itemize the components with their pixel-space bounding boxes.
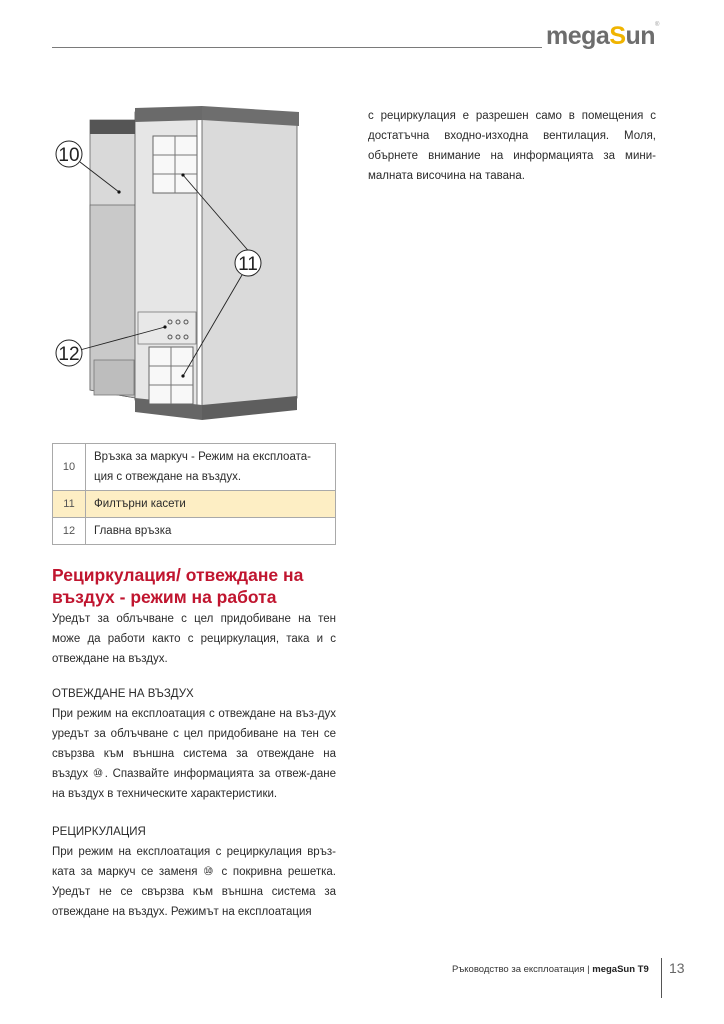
logo-text-mega: mega [546, 22, 610, 50]
recirculation-paragraph: При режим на експлоатация с рециркулация връз-ката за маркуч се заменя ⑩ с покривна решетка. Уредът не се свързва към външна система за отвеждане на въздух. Режимът на експлоатация [52, 846, 336, 918]
footer-doc-title [452, 964, 649, 975]
row-description: Филтърни касети [86, 491, 336, 518]
logo-text-un: un [625, 22, 656, 50]
callout-12 [56, 340, 82, 366]
page-number: 13 [669, 960, 685, 976]
row-description: Връзка за маркуч - Режим на експлоата-ция с отвеждане на въздух. [86, 444, 336, 491]
recirculation-subheading: РЕЦИРКУЛАЦИЯ [52, 826, 146, 838]
logo-text-s: S [609, 22, 626, 50]
footer-product-name: megaSun T9 [592, 964, 649, 975]
intro-paragraph: Уредът за облъчване с цел придобиване на тен може да работи както с рециркулация, така и с отвеждане на въздух. [52, 613, 336, 665]
svg-text:10: 10 [58, 145, 80, 166]
megasun-logo [546, 22, 659, 51]
legend-table [52, 443, 336, 545]
row-number: 10 [53, 444, 86, 491]
svg-text:11: 11 [238, 254, 258, 275]
callout-10 [56, 141, 82, 167]
continuation-paragraph: с рециркулация е разрешен само в помещения с достатъчна входно-изходна вентилация. Моля, обърнете внимание на информацията за мини-малната височина на тавана. [368, 110, 656, 182]
header-rule [52, 47, 542, 48]
callout-11 [235, 250, 261, 276]
exhaust-paragraph: При режим на експлоатация с отвеждане на въз-дух уредът за облъчване с цел придобиване на тен се свързва към външна система за отвеждане на въздух ⑩. Спазвайте информацията за отвеж-дане на въздух в техническите характеристики. [52, 708, 336, 800]
row-description: Главна връзка [86, 518, 336, 545]
row-number: 11 [53, 491, 86, 518]
section-heading: Рециркулация/ отвеждане на въздух - режим на работа [52, 565, 304, 607]
registered-mark: ® [655, 22, 659, 28]
footer-title-text: Ръководство за експлоатация | [452, 964, 593, 975]
table-row [53, 444, 336, 491]
device-illustration [52, 100, 336, 430]
row-number: 12 [53, 518, 86, 545]
exhaust-subheading: ОТВЕЖДАНЕ НА ВЪЗДУХ [52, 688, 194, 700]
svg-text:12: 12 [58, 344, 80, 365]
table-row [53, 518, 336, 545]
footer-divider [661, 958, 662, 998]
table-row-highlighted [53, 491, 336, 518]
